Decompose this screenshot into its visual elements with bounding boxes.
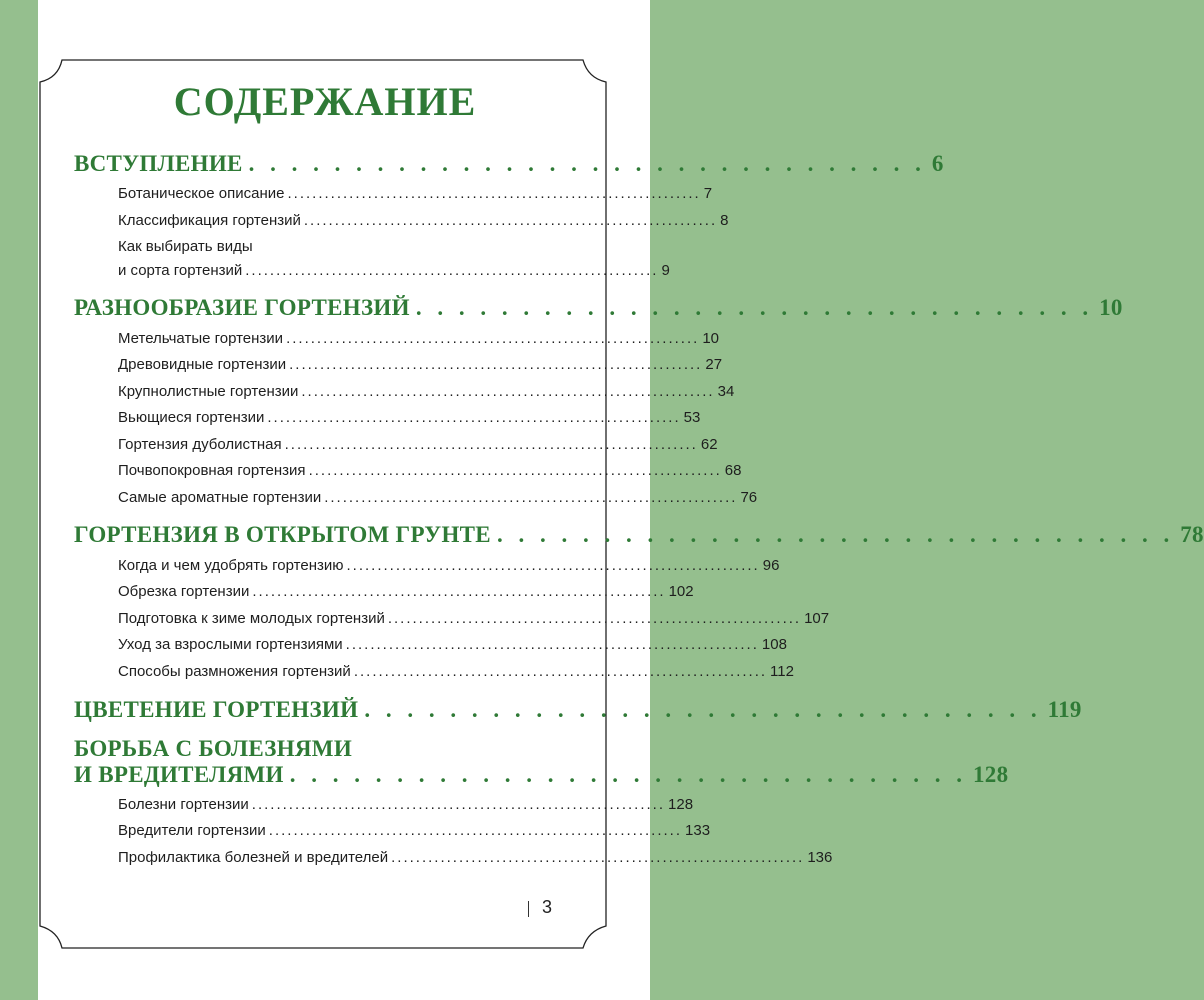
toc-section-label: ГОРТЕНЗИЯ В ОТКРЫТОМ ГРУНТЕ: [74, 522, 491, 547]
toc-item-label: Способы размножения гортензий: [118, 663, 351, 680]
toc-page-number: 133: [685, 822, 711, 839]
toc-page-number: 102: [668, 583, 694, 600]
toc-page-number: 10: [702, 330, 719, 347]
toc-item-label: Профилактика болезней и вредителей: [118, 849, 389, 866]
toc-item[interactable]: [118, 663, 794, 680]
toc-item-label: Гортензия дуболистная: [118, 436, 282, 453]
leader-dots: ...................................................................: [301, 383, 715, 400]
toc-section-label-line1: БОРЬБА С БОЛЕЗНЯМИ: [74, 736, 353, 761]
toc-item-label: Метельчатые гортензии: [118, 330, 284, 347]
leader-dots: ...................................................................: [303, 212, 718, 229]
leader-dots: . . . . . . . . . . . . . . . . . . . . . . . . . . . . . . . .: [289, 762, 967, 787]
leader-dots: ...................................................................: [345, 636, 759, 653]
leader-dots: ...................................................................: [252, 583, 666, 600]
toc-page-number: 6: [931, 151, 944, 176]
leader-dots: ...................................................................: [346, 557, 760, 574]
leader-dots: . . . . . . . . . . . . . . . . . . . . . . . . . . . . . . . .: [496, 522, 1175, 547]
toc-section-label: ВСТУПЛЕНИЕ: [74, 151, 243, 176]
leader-dots: ...................................................................: [308, 462, 722, 479]
toc-item-label: Вьющиеся гортензии: [118, 409, 265, 426]
leader-dots: ...................................................................: [286, 330, 700, 347]
toc-item-label: Болезни гортензии: [118, 796, 249, 813]
toc-item[interactable]: [118, 489, 758, 506]
leader-dots: ...................................................................: [251, 796, 666, 813]
toc-page-number: 96: [762, 557, 780, 574]
leader-dots: ...................................................................: [245, 262, 659, 279]
toc-page-number: 27: [705, 356, 723, 373]
toc-page-number: 7: [703, 185, 713, 202]
toc-item[interactable]: [118, 796, 694, 813]
toc-item[interactable]: [118, 636, 787, 653]
toc-section-pests[interactable]: [74, 762, 1009, 788]
toc-item-label: и сорта гортензий: [118, 262, 243, 279]
toc-page-number: 108: [761, 636, 787, 653]
toc-item[interactable]: [118, 185, 713, 202]
toc-page-number: 76: [740, 489, 758, 506]
toc-section-label: РАЗНООБРАЗИЕ ГОРТЕНЗИЙ: [74, 295, 410, 320]
leader-dots: ...................................................................: [289, 356, 703, 373]
toc-item-label: Подготовка к зиме молодых гортензий: [118, 610, 385, 627]
leader-dots: . . . . . . . . . . . . . . . . . . . . . . . . . . . . . . . .: [364, 697, 1042, 722]
toc-item[interactable]: [118, 330, 719, 347]
toc-page-number: 10: [1099, 295, 1123, 320]
toc-item[interactable]: [118, 849, 833, 866]
toc-item-label-line1: Как выбирать виды: [118, 238, 253, 255]
toc-page-number: 34: [717, 383, 735, 400]
toc-item-label: Вредители гортензии: [118, 822, 266, 839]
toc-section-blooming[interactable]: [74, 697, 1082, 723]
toc-page-number: 119: [1047, 697, 1082, 722]
toc-item[interactable]: [118, 462, 742, 479]
toc-item-label: Крупнолистные гортензии: [118, 383, 299, 400]
toc-page-number: 8: [720, 212, 729, 229]
leader-dots: . . . . . . . . . . . . . . . . . . . . . . . . . . . . . . . .: [415, 295, 1094, 320]
toc-item-label: Когда и чем удобрять гортензию: [118, 557, 344, 574]
toc-section-label: ЦВЕТЕНИЕ ГОРТЕНЗИЙ: [74, 697, 359, 722]
leader-dots: ...................................................................: [387, 610, 802, 627]
toc-item[interactable]: [118, 212, 729, 229]
leader-dots: . . . . . . . . . . . . . . . . . . . . . . . . . . . . . . . .: [248, 151, 926, 176]
page-title: СОДЕРЖАНИЕ: [173, 79, 477, 124]
leader-dots: ...................................................................: [353, 663, 768, 680]
toc-item[interactable]: [118, 436, 718, 453]
toc-item-label: Классификация гортензий: [118, 212, 301, 229]
toc-section-intro[interactable]: [74, 151, 944, 177]
toc-page-number: 136: [807, 849, 833, 866]
toc-item[interactable]: [118, 409, 701, 426]
toc-item-label: Ботаническое описание: [118, 185, 285, 202]
toc-section-variety[interactable]: [74, 295, 1123, 321]
toc-page-number: 107: [804, 610, 830, 627]
toc-item[interactable]: [118, 356, 723, 373]
leader-dots: ...................................................................: [267, 409, 681, 426]
page-number-separator: [528, 901, 529, 917]
toc-page-number: 78: [1180, 522, 1204, 547]
toc-item[interactable]: [118, 262, 670, 279]
page-number: 3: [542, 897, 553, 917]
toc-page-number: 128: [668, 796, 694, 813]
toc-item-label: Самые ароматные гортензии: [118, 489, 322, 506]
toc-page-number: 68: [724, 462, 742, 479]
toc-item[interactable]: [118, 610, 830, 627]
leader-dots: ...................................................................: [287, 185, 701, 202]
leader-dots: ...................................................................: [284, 436, 698, 453]
toc-item[interactable]: [118, 383, 735, 400]
toc-item-label: Обрезка гортензии: [118, 583, 250, 600]
toc-page-number: 112: [770, 663, 794, 680]
toc-page-number: 128: [972, 762, 1009, 787]
toc-item-label: Древовидные гортензии: [118, 356, 287, 373]
toc-section-label: И ВРЕДИТЕЛЯМИ: [74, 762, 284, 787]
leader-dots: ...................................................................: [268, 822, 683, 839]
leader-dots: ...................................................................: [324, 489, 738, 506]
toc-item-label: Уход за взрослыми гортензиями: [118, 636, 343, 653]
toc-page-number: 9: [661, 262, 670, 279]
toc-section-open-ground[interactable]: [74, 522, 1204, 548]
toc-item[interactable]: [118, 583, 694, 600]
leader-dots: ...................................................................: [391, 849, 805, 866]
toc-page-number: 62: [700, 436, 718, 453]
toc-item[interactable]: [118, 557, 780, 574]
toc-page-number: 53: [683, 409, 701, 426]
toc-item-label: Почвопокровная гортензия: [118, 462, 306, 479]
toc-item[interactable]: [118, 822, 711, 839]
